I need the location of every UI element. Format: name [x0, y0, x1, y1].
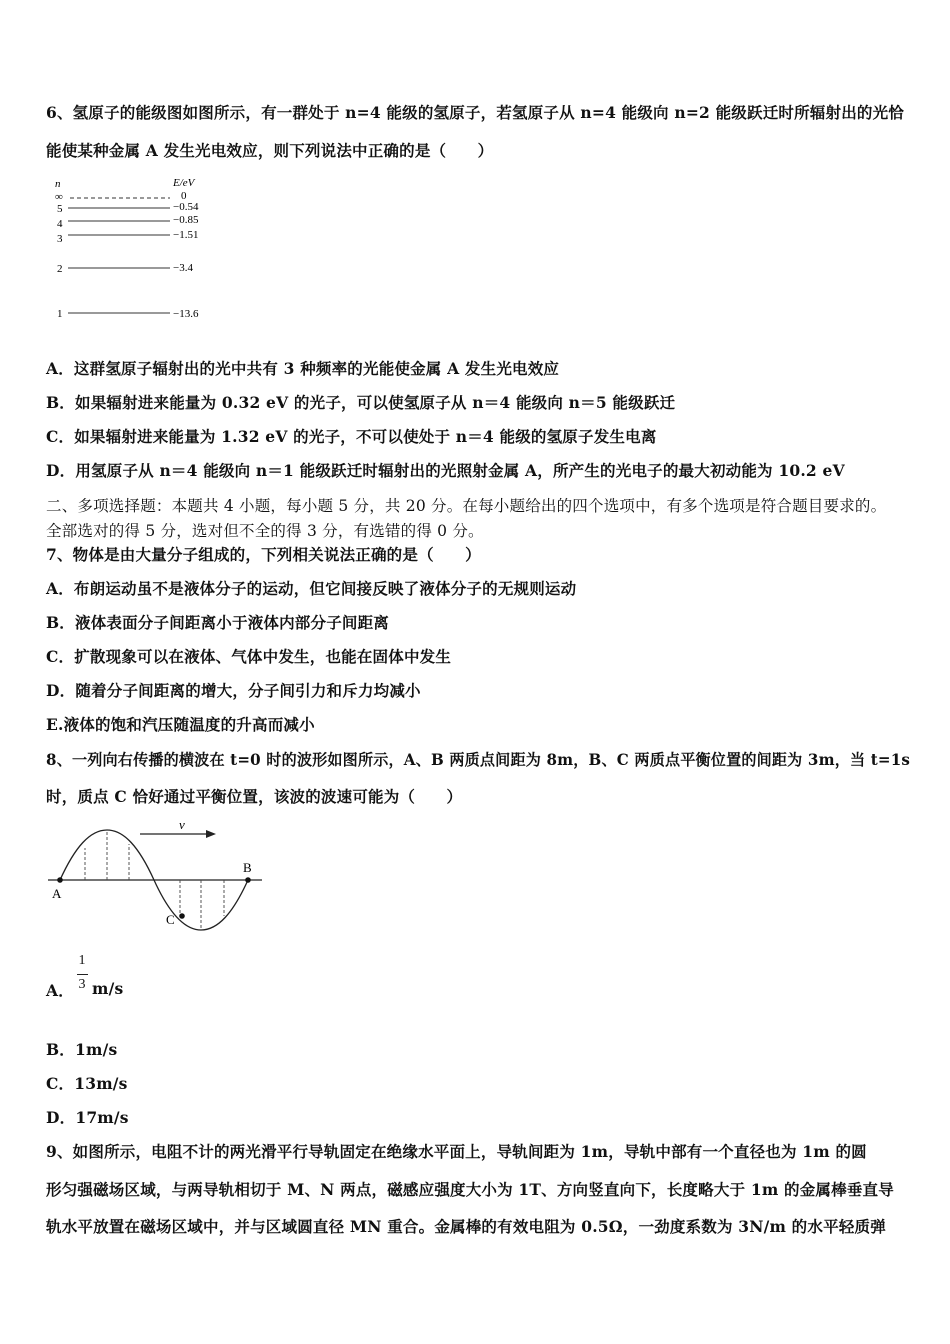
level-n-4: 4 — [57, 218, 63, 230]
level-e-inf: 0 — [181, 190, 187, 202]
point-c-label: C — [166, 912, 175, 927]
q8-option-a-prefix: A． — [46, 981, 74, 1000]
level-e-4: −0.85 — [173, 214, 199, 226]
energy-level-diagram — [40, 172, 230, 322]
level-e-1: −13.6 — [173, 308, 199, 320]
q6-option-d: D．用氢原子从 n＝4 能级向 n＝1 能级跃迁时辐射出的光照射金属 A，所产生的光电子的最大初动能为 10.2 eV — [46, 461, 845, 480]
fraction-bar — [77, 974, 88, 975]
q8-option-b: B．1m/s — [46, 1040, 118, 1059]
level-n-5: 5 — [57, 203, 63, 215]
q9-stem-line3: 轨水平放置在磁场区域中，并与区域圆直径 MN 重合。金属棒的有效电阻为 0.5Ω，一劲度系数为 3N/m 的水平轻质弹 — [46, 1217, 886, 1236]
level-e-3: −1.51 — [173, 229, 199, 241]
point-a-label: A — [52, 886, 62, 901]
level-e-2: −3.4 — [173, 262, 193, 274]
section2-line2: 全部选对的得 5 分，选对但不全的得 3 分，有选错的得 0 分。 — [46, 522, 484, 540]
q7-stem: 7、物体是由大量分子组成的，下列相关说法正确的是（ ） — [46, 545, 481, 564]
q6-option-c: C．如果辐射进来能量为 1.32 eV 的光子，不可以使处于 n＝4 能级的氢原子发生电离 — [46, 427, 657, 446]
q7-option-b: B．液体表面分子间距离小于液体内部分子间距离 — [46, 613, 390, 632]
q8-stem-line1: 8、一列向右传播的横波在 t=0 时的波形如图所示，A、B 两质点间距为 8m，B、C 两质点平衡位置的间距为 3m，当 t=1s — [46, 750, 911, 769]
level-n-3: 3 — [57, 233, 63, 245]
q7-option-e: E.液体的饱和汽压随温度的升高而减小 — [46, 715, 315, 734]
velocity-label: v — [179, 817, 185, 832]
section2-line1: 二、多项选择题：本题共 4 小题，每小题 5 分，共 20 分。在每小题给出的四个选项中，有多个选项是符合题目要求的。 — [46, 497, 887, 515]
q6-stem-line2: 能使某种金属 A 发生光电效应，则下列说法中正确的是（ ） — [46, 141, 494, 160]
level-n-1: 1 — [57, 308, 63, 320]
q6-option-a: A．这群氢原子辐射出的光中共有 3 种频率的光能使金属 A 发生光电效应 — [46, 359, 560, 378]
q7-option-c: C．扩散现象可以在液体、气体中发生，也能在固体中发生 — [46, 647, 452, 666]
q8-stem-line2: 时，质点 C 恰好通过平衡位置，该波的波速可能为（ ） — [46, 787, 463, 806]
q9-stem-line2: 形匀强磁场区域，与两导轨相切于 M、N 两点，磁感应强度大小为 1T、方向竖直向下，长度略大于 1m 的金属棒垂直导 — [46, 1180, 894, 1199]
point-b-label: B — [243, 860, 252, 875]
q8-option-d: D．17m/s — [46, 1108, 129, 1127]
q8-option-a-unit: m/s — [92, 979, 124, 998]
level-e-5: −0.54 — [173, 201, 199, 213]
q6-stem-line1: 6、氢原子的能级图如图所示，有一群处于 n=4 能级的氢原子，若氢原子从 n=4 能级向 n=2 能级跃迁时所辐射出的光恰 — [46, 103, 904, 122]
wave-figure — [40, 814, 270, 938]
e-axis-label: E/eV — [173, 177, 195, 189]
fraction-numerator: 1 — [78, 953, 86, 968]
q8-option-c: C．13m/s — [46, 1074, 128, 1093]
fraction-denominator: 3 — [78, 977, 86, 992]
level-n-inf: ∞ — [55, 191, 63, 203]
q7-option-a: A．布朗运动虽不是液体分子的运动，但它间接反映了液体分子的无规则运动 — [46, 579, 577, 598]
n-axis-label: n — [55, 178, 61, 190]
q9-stem-line1: 9、如图所示，电阻不计的两光滑平行导轨固定在绝缘水平面上，导轨间距为 1m，导轨中部有一个直径也为 1m 的圆 — [46, 1142, 867, 1161]
q6-option-b: B．如果辐射进来能量为 0.32 eV 的光子，可以使氢原子从 n＝4 能级向 n＝5 能级跃迁 — [46, 393, 676, 412]
level-n-2: 2 — [57, 263, 63, 275]
q7-option-d: D．随着分子间距离的增大，分子间引力和斥力均减小 — [46, 681, 421, 700]
